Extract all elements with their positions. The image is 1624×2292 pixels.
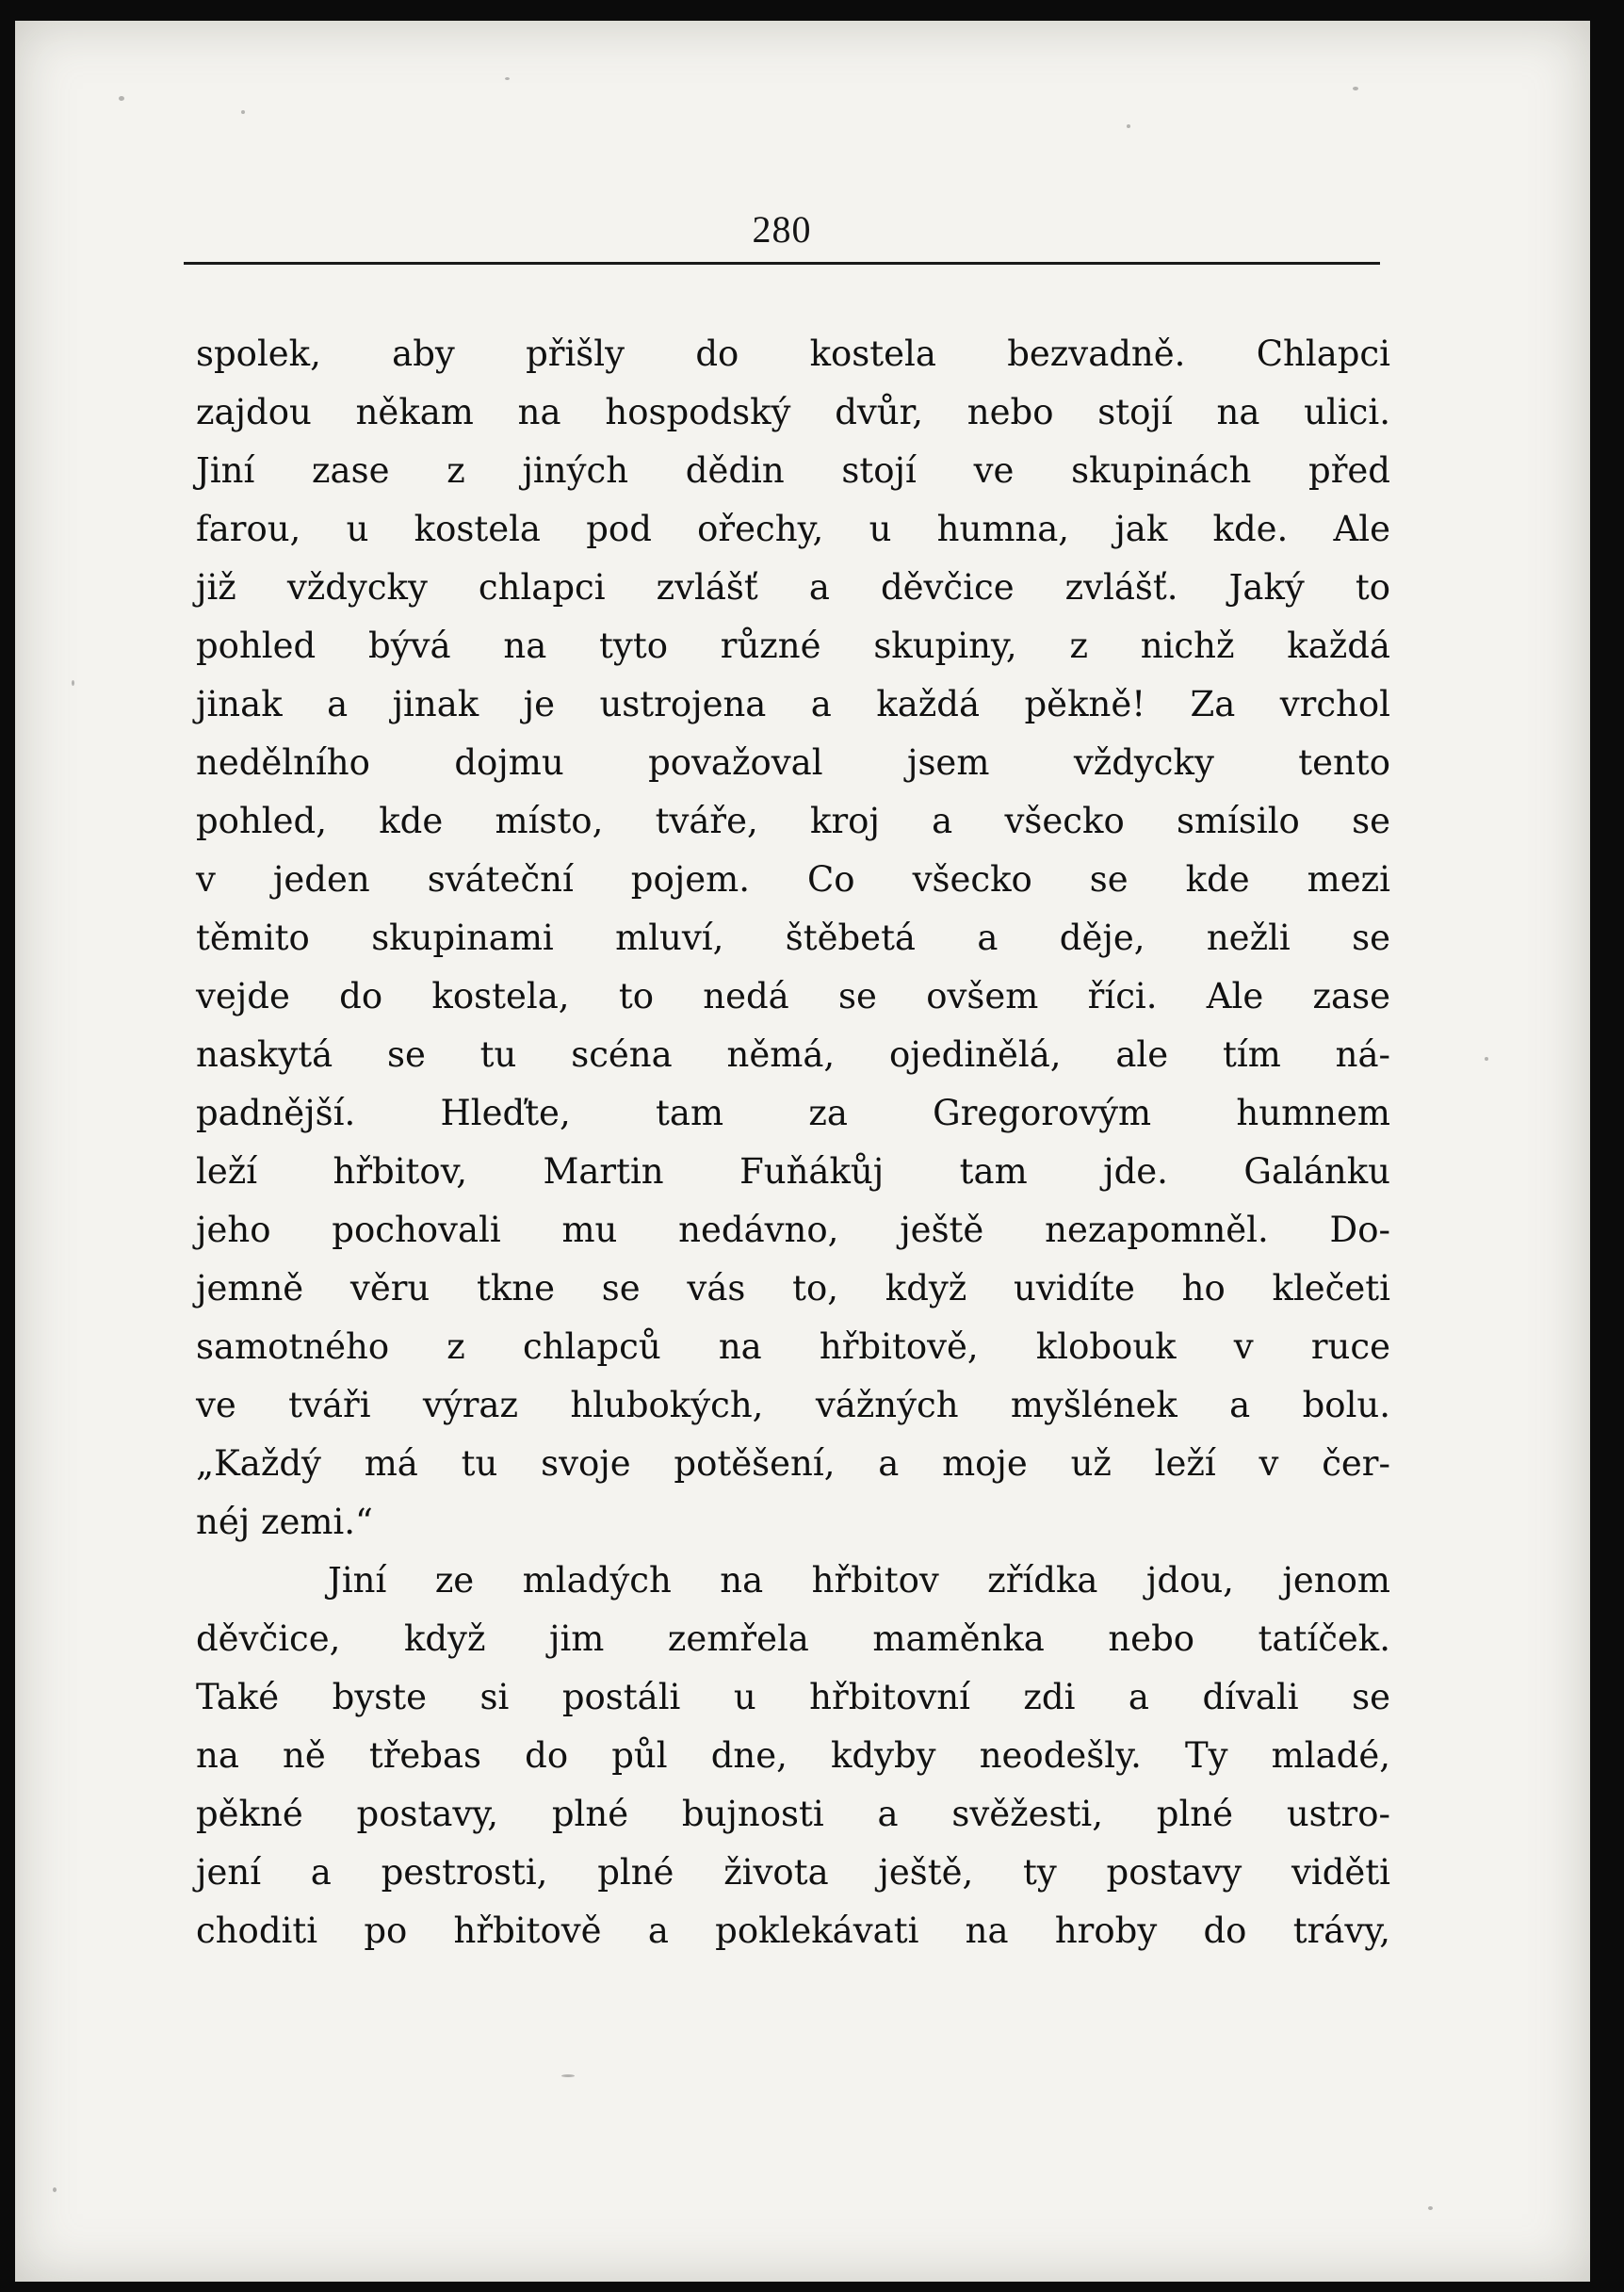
text-line: jinak a jinak je ustrojena a každá pěkně! Za vrchol <box>196 684 1390 724</box>
text-line: Jiní zase z jiných dědin stojí ve skupinách před <box>196 450 1390 491</box>
text-line: na ně třebas do půl dne, kdyby neodešly. Ty mladé, <box>196 1735 1390 1776</box>
text-line: choditi po hřbitově a poklekávati na hroby do trávy, <box>196 1910 1390 1951</box>
text-line: vejde do kostela, to nedá se ovšem říci. Ale zase <box>196 976 1390 1016</box>
text-line: již vždycky chlapci zvlášť a děvčice zvlášť. Jaký to <box>196 567 1390 608</box>
text-line: v jeden sváteční pojem. Co všecko se kde mezi <box>196 859 1390 900</box>
text-line: jeho pochovali mu nedávno, ještě nezapomněl. Do- <box>196 1210 1390 1250</box>
header-rule <box>184 262 1380 265</box>
scan-speck <box>119 96 124 101</box>
text-line: jení a pestrosti, plné života ještě, ty postavy viděti <box>196 1852 1390 1893</box>
scan-speck <box>72 680 74 686</box>
scan-speck <box>505 77 510 80</box>
text-line: samotného z chlapců na hřbitově, klobouk v ruce <box>196 1326 1390 1367</box>
text-line: Také byste si postáli u hřbitovní zdi a dívali se <box>196 1677 1390 1717</box>
text-line: jemně věru tkne se vás to, když uvidíte ho klečeti <box>196 1268 1390 1309</box>
text-line: padnější. Hleďte, tam za Gregorovým humnem <box>196 1093 1390 1133</box>
text-line: ve tváři výraz hlubokých, vážných myšlének a bolu. <box>196 1385 1390 1425</box>
scan-speck <box>1485 1057 1488 1061</box>
text-line: pohled, kde místo, tváře, kroj a všecko smísilo se <box>196 801 1390 841</box>
text-line: děvčice, když jim zemřela maměnka nebo tatíček. <box>196 1618 1390 1659</box>
text-line: těmito skupinami mluví, štěbetá a děje, nežli se <box>196 918 1390 958</box>
text-line: néj zemi.“ <box>196 1502 373 1542</box>
scan-speck <box>1428 2206 1433 2210</box>
text-line: Jiní ze mladých na hřbitov zřídka jdou, jenom <box>328 1560 1390 1601</box>
text-line: zajdou někam na hospodský dvůr, nebo stojí na ulici. <box>196 392 1390 432</box>
page-header <box>184 207 1380 266</box>
text-line: leží hřbitov, Martin Fuňákůj tam jde. Galánku <box>196 1151 1390 1192</box>
text-line: „Každý má tu svoje potěšení, a moje už leží v čer- <box>196 1443 1390 1484</box>
text-line: nedělního dojmu považoval jsem vždycky tento <box>196 742 1390 783</box>
text-line: pohled bývá na tyto různé skupiny, z nichž každá <box>196 626 1390 666</box>
scan-speck <box>53 2187 57 2192</box>
page-body-text <box>196 325 1390 1960</box>
scan-speck <box>1353 87 1358 90</box>
text-line: naskytá se tu scéna němá, ojedinělá, ale tím ná- <box>196 1034 1390 1075</box>
text-line: farou, u kostela pod ořechy, u humna, jak kde. Ale <box>196 509 1390 549</box>
page-number: 280 <box>752 208 812 251</box>
scan-speck <box>561 2074 575 2077</box>
text-line: pěkné postavy, plné bujnosti a svěžesti, plné ustro- <box>196 1794 1390 1834</box>
scan-speck <box>1127 124 1130 128</box>
text-line: spolek, aby přišly do kostela bezvadně. Chlapci <box>196 333 1390 374</box>
scan-speck <box>241 110 245 114</box>
